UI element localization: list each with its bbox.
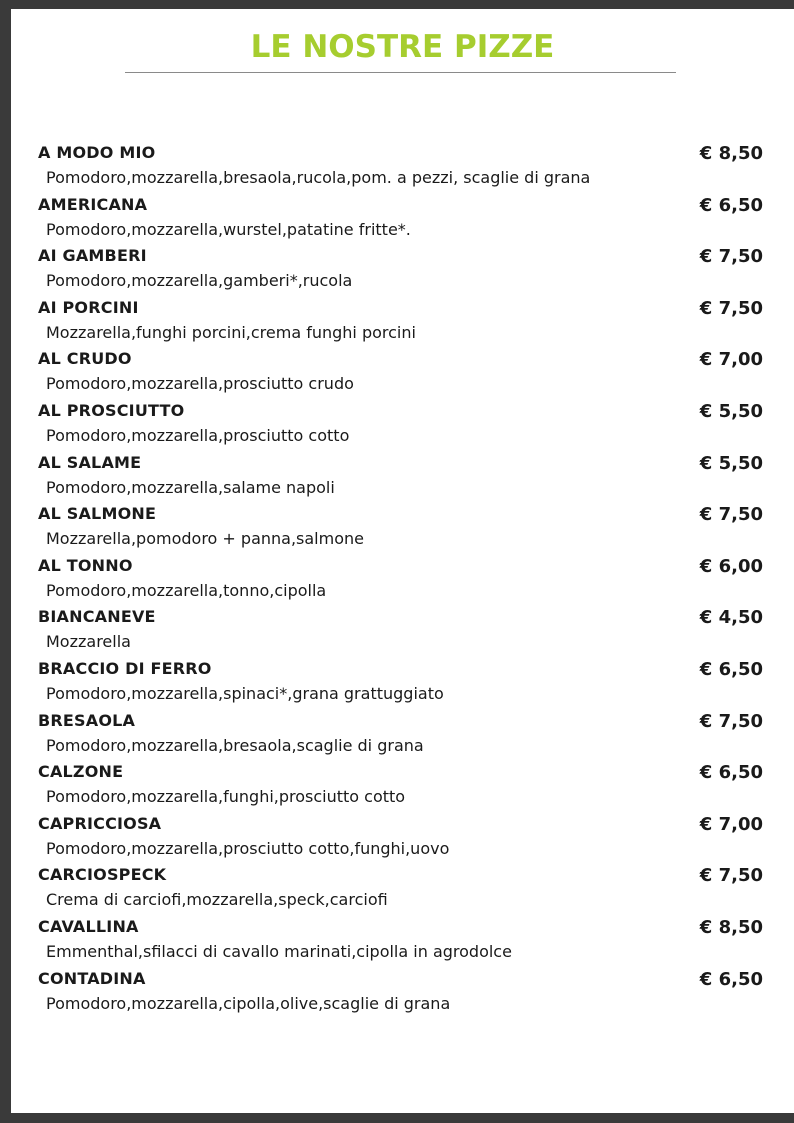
menu-item <box>38 916 766 968</box>
pizza-name: A MODO MIO <box>38 143 156 162</box>
menu-page <box>11 9 794 1113</box>
pizza-price: € 7,50 <box>699 504 763 526</box>
pizza-name: CONTADINA <box>38 968 146 988</box>
pizza-name: CARCIOSPECK <box>38 865 167 885</box>
pizza-name: AL PROSCIUTTO <box>38 400 185 420</box>
menu-item <box>38 606 766 658</box>
pizza-price: € 7,50 <box>699 297 763 319</box>
pizza-ingredients: Emmenthal,sfilacci di cavallo marinati,cipolla in agrodolce <box>46 941 512 961</box>
pizza-price: € 6,50 <box>699 968 763 990</box>
menu-item <box>38 452 766 504</box>
pizza-price: € 7,50 <box>699 865 763 887</box>
menu-item <box>38 194 766 246</box>
pizza-ingredients: Pomodoro,mozzarella,gamberi*,rucola <box>46 271 353 291</box>
pizza-price: € 7,50 <box>699 710 763 732</box>
pizza-ingredients: Pomodoro,mozzarella,prosciutto crudo <box>46 374 354 394</box>
menu-item <box>38 710 766 762</box>
pizza-name: BRACCIO DI FERRO <box>38 658 212 678</box>
pizza-price: € 6,50 <box>699 762 763 784</box>
menu-item <box>38 968 766 1020</box>
pizza-ingredients: Pomodoro,mozzarella,prosciutto cotto,funghi,uovo <box>46 838 450 858</box>
pizza-ingredients: Pomodoro,mozzarella,bresaola,scaglie di grana <box>46 735 424 755</box>
pizza-price: € 7,50 <box>699 246 763 268</box>
pizza-name: AI GAMBERI <box>38 246 147 266</box>
pizza-name: BIANCANEVE <box>38 607 156 627</box>
pizza-ingredients: Mozzarella <box>46 632 131 652</box>
pizza-price: € 5,50 <box>699 400 763 422</box>
pizza-ingredients: Pomodoro,mozzarella,tonno,cipolla <box>46 580 327 600</box>
pizza-name: BRESAOLA <box>38 710 136 730</box>
menu-item <box>38 245 766 297</box>
pizza-ingredients: Pomodoro,mozzarella,salame napoli <box>46 477 335 497</box>
menu-item <box>38 761 766 813</box>
menu-item <box>38 813 766 865</box>
pizza-ingredients: Pomodoro,mozzarella,wurstel,patatine fritte*. <box>46 219 411 239</box>
pizza-ingredients: Pomodoro,mozzarella,bresaola,rucola,pom. a pezzi, scaglie di grana <box>46 168 591 187</box>
pizza-name: CAVALLINA <box>38 916 139 936</box>
menu-item <box>38 555 766 607</box>
menu-item <box>38 400 766 452</box>
pizza-price: € 7,00 <box>699 349 763 371</box>
pizza-ingredients: Mozzarella,pomodoro + panna,salmone <box>46 529 364 549</box>
menu-item <box>38 142 766 194</box>
pizza-name: AL TONNO <box>38 555 133 575</box>
pizza-price: € 5,50 <box>699 452 763 474</box>
menu-item <box>38 864 766 916</box>
menu-item <box>38 658 766 710</box>
menu-item <box>38 297 766 349</box>
pizza-list <box>38 142 766 1019</box>
pizza-price: € 4,50 <box>699 607 763 629</box>
pizza-name: AL CRUDO <box>38 349 132 369</box>
menu-item <box>38 348 766 400</box>
pizza-price: € 8,50 <box>699 916 763 938</box>
pizza-name: AI PORCINI <box>38 297 139 317</box>
pizza-ingredients: Crema di carciofi,mozzarella,speck,carciofi <box>46 890 388 910</box>
pizza-ingredients: Pomodoro,mozzarella,spinaci*,grana grattuggiato <box>46 683 444 703</box>
pizza-name: CALZONE <box>38 762 124 782</box>
pizza-price: € 7,00 <box>699 813 763 835</box>
pizza-ingredients: Pomodoro,mozzarella,funghi,prosciutto cotto <box>46 787 406 807</box>
pizza-price: € 6,00 <box>699 555 763 577</box>
pizza-name: AL SALAME <box>38 452 142 472</box>
page-title: LE NOSTRE PIZZE <box>250 29 555 65</box>
pizza-price: € 8,50 <box>699 143 763 164</box>
pizza-name: AL SALMONE <box>38 504 157 524</box>
pizza-name: AMERICANA <box>38 194 148 214</box>
pizza-ingredients: Pomodoro,mozzarella,prosciutto cotto <box>46 425 350 445</box>
menu-item <box>38 503 766 555</box>
pizza-ingredients: Pomodoro,mozzarella,cipolla,olive,scaglie di grana <box>46 993 451 1013</box>
pizza-ingredients: Mozzarella,funghi porcini,crema funghi porcini <box>46 322 416 342</box>
pizza-price: € 6,50 <box>699 194 763 216</box>
pizza-price: € 6,50 <box>699 658 763 680</box>
pizza-name: CAPRICCIOSA <box>38 813 162 833</box>
title-divider <box>125 72 676 73</box>
